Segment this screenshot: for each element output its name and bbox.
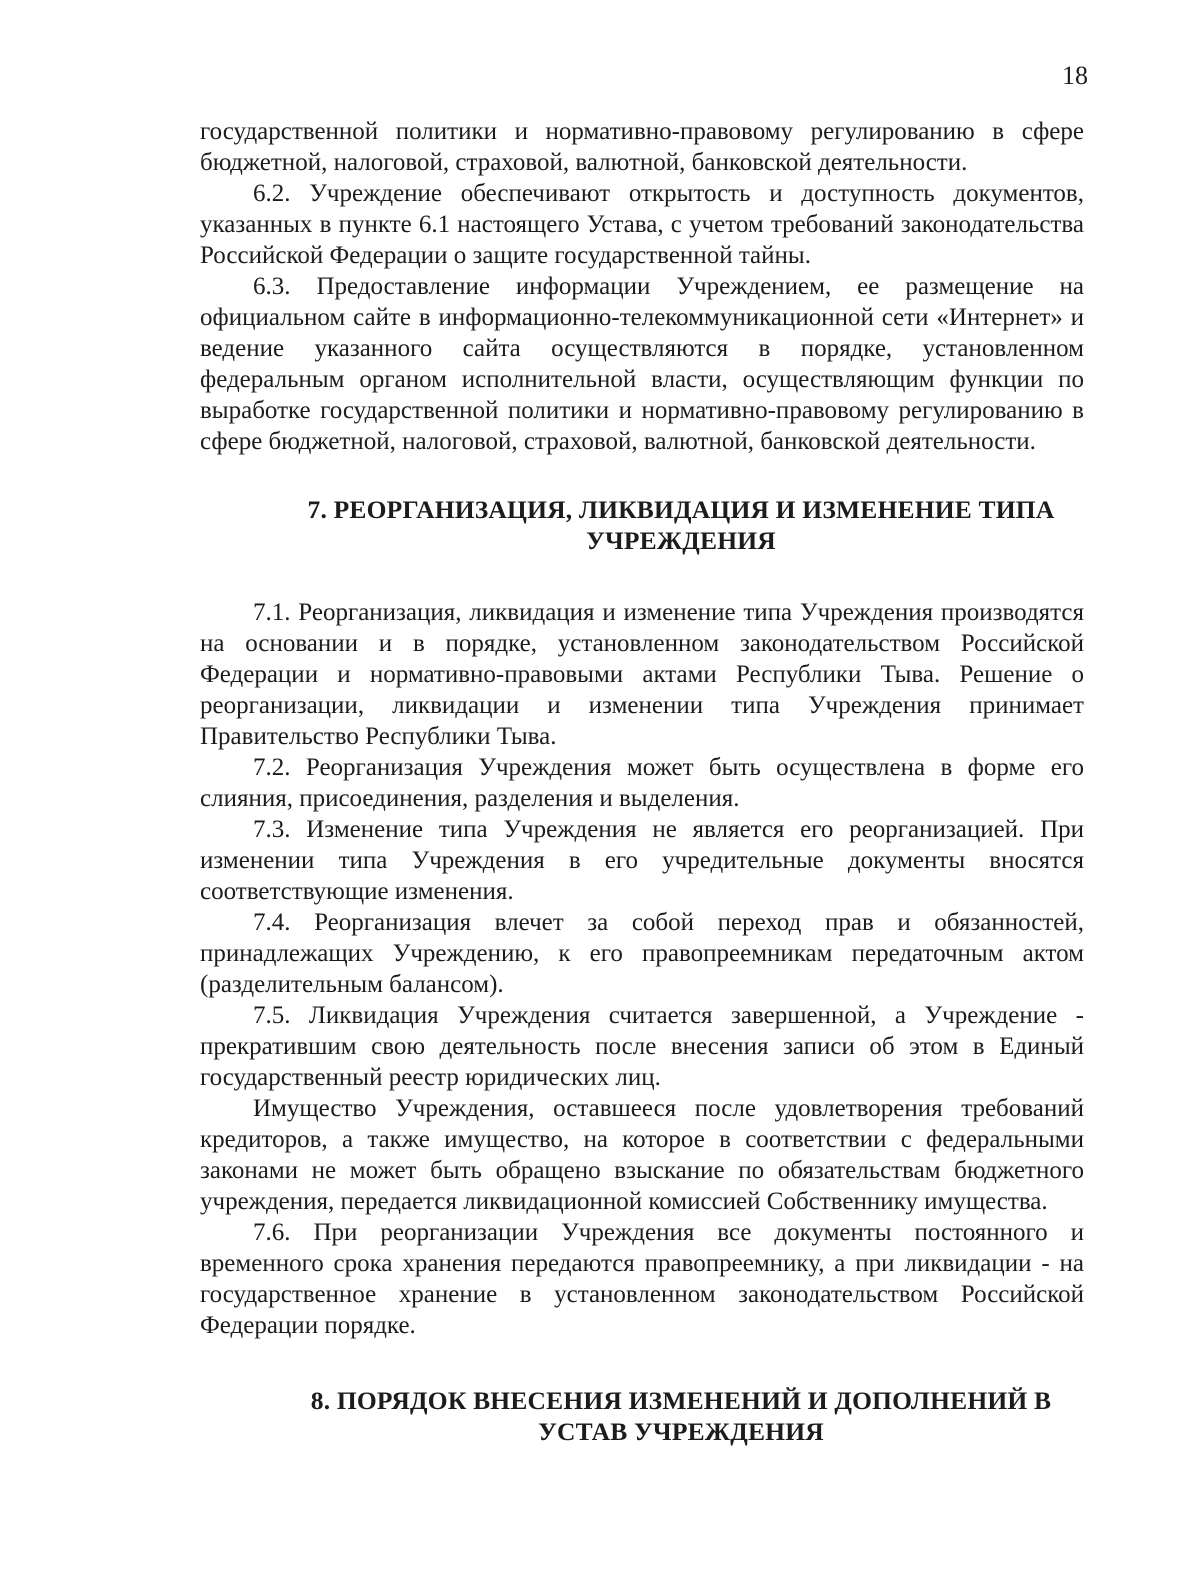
paragraph: государственной политики и нормативно-правовому регулированию в сфере бюджетной, налоговой, страховой, валютной, банковской деятельности. (200, 118, 1084, 176)
paragraph: 7.2. Реорганизация Учреждения может быть осуществлена в форме его слияния, присоединения, разделения и выделения. (200, 754, 1084, 812)
page-number: 18 (1062, 61, 1088, 90)
paragraph: 6.2. Учреждение обеспечивают открытость и доступность документов, указанных в пункте 6.1 настоящего Устава, с учетом требований законодательства Российской Федерации о защите государственной тайны. (200, 180, 1084, 269)
section-heading-line: 8. ПОРЯДОК ВНЕСЕНИЯ ИЗМЕНЕНИЙ И ДОПОЛНЕНИЙ В (310, 1386, 1052, 1415)
paragraph: 6.3. Предоставление информации Учреждением, ее размещение на официальном сайте в информационно-телекоммуникационной сети «Интернет» и ведение указанного сайта осуществляются в порядке, установленном федеральным органом исполнительной власти, осуществляющим функции по выработке государственной политики и нормативно-правовому регулированию в сфере бюджетной, налоговой, страховой, валютной, банковской деятельности. (200, 273, 1084, 455)
paragraph: 7.3. Изменение типа Учреждения не является его реорганизацией. При изменении типа Учреждения в его учредительные документы вносятся соответствующие изменения. (200, 816, 1084, 905)
paragraph: 7.1. Реорганизация, ликвидация и изменение типа Учреждения производятся на основании и в порядке, установленном законодательством Российской Федерации и нормативно-правовыми актами Республики Тыва. Решение о реорганизации, ликвидации и изменении типа Учреждения принимает Правительство Республики Тыва. (200, 599, 1084, 750)
paragraph: Имущество Учреждения, оставшееся после удовлетворения требований кредиторов, а также имущество, на которое в соответствии с федеральными законами не может быть обращено взыскание по обязательствам бюджетного учреждения, передается ликвидационной комиссией Собственнику имущества. (200, 1095, 1084, 1215)
document-body (200, 116, 1084, 1447)
paragraph: 7.6. При реорганизации Учреждения все документы постоянного и временного срока хранения передаются правопреемнику, а при ликвидации - на государственное хранение в установленном законодательством Российской Федерации порядке. (200, 1219, 1084, 1339)
section-heading (200, 1385, 1084, 1447)
paragraph: 7.4. Реорганизация влечет за собой переход прав и обязанностей, принадлежащих Учреждению, к его правопреемникам передаточным актом (разделительным балансом). (200, 909, 1084, 998)
section-heading-line: 7. РЕОРГАНИЗАЦИЯ, ЛИКВИДАЦИЯ И ИЗМЕНЕНИЕ ТИПА (307, 495, 1055, 524)
section-heading-line: УСТАВ УЧРЕЖДЕНИЯ (538, 1417, 824, 1446)
paragraph: 7.5. Ликвидация Учреждения считается завершенной, а Учреждение - прекратившим свою деятельность после внесения записи об этом в Единый государственный реестр юридических лиц. (200, 1002, 1084, 1091)
section-heading-line: УЧРЕЖДЕНИЯ (586, 526, 776, 555)
section-heading (200, 494, 1084, 556)
